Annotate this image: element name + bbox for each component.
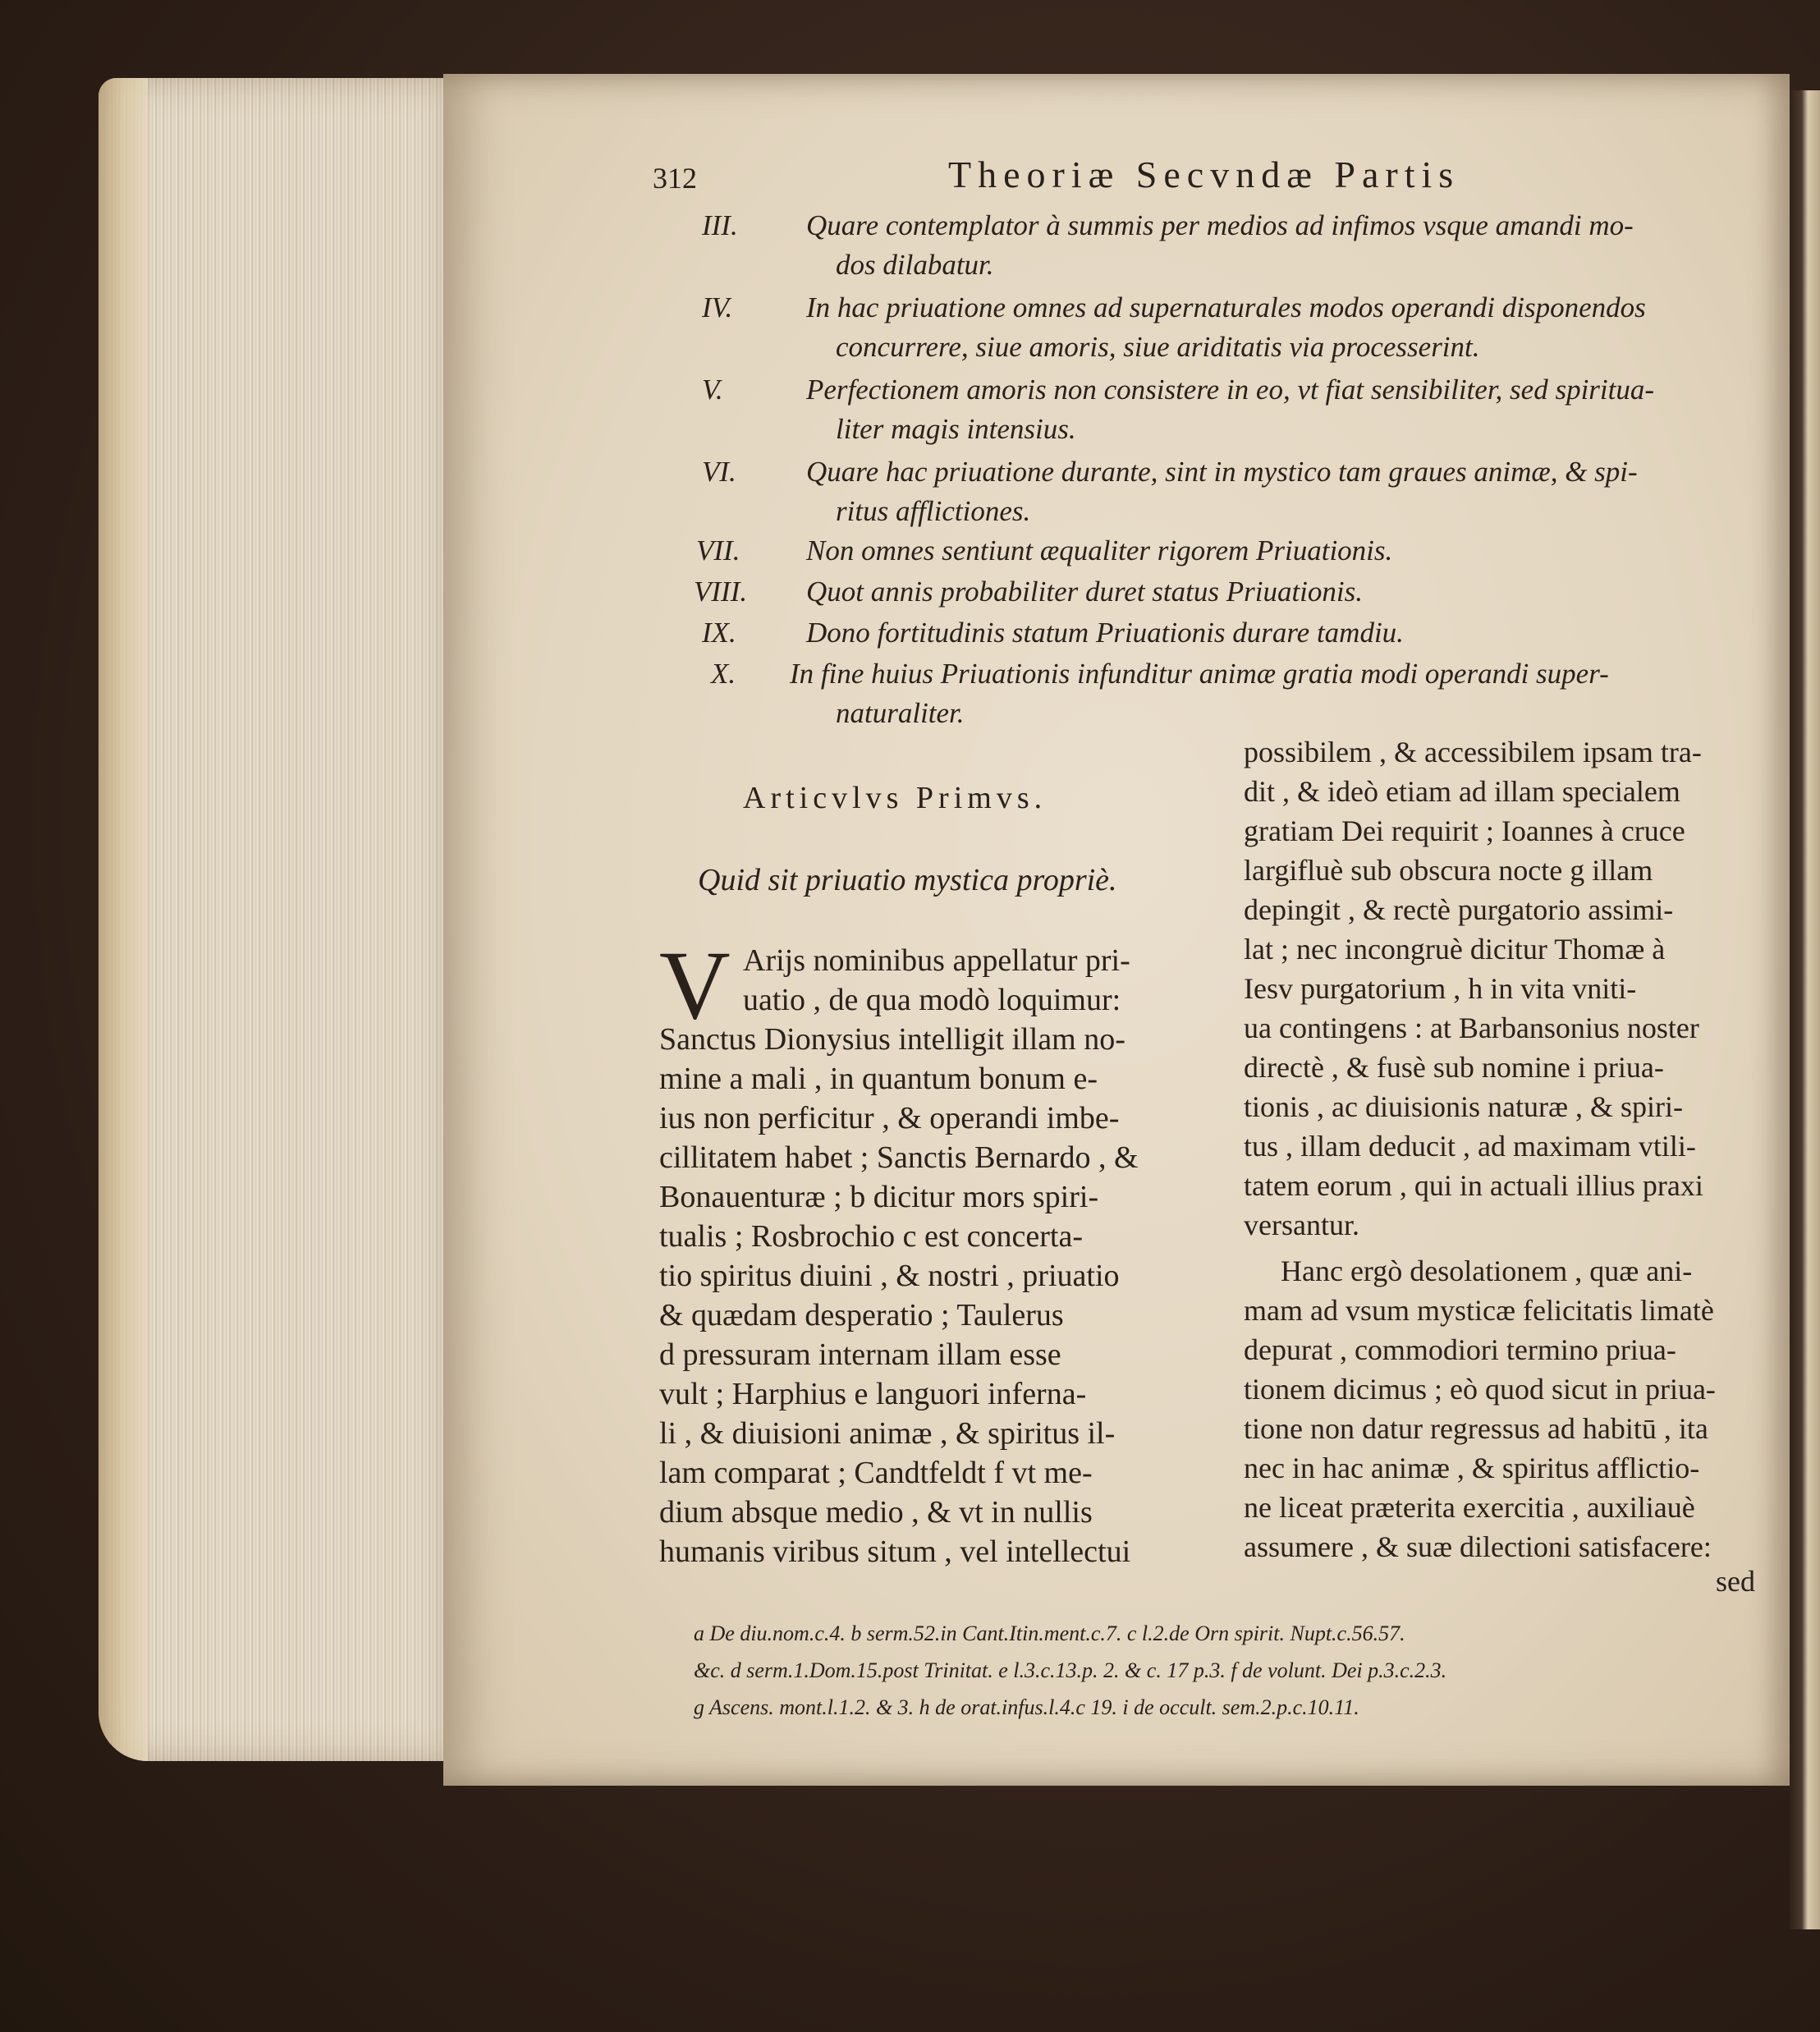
footnote-line: &c. d serm.1.Dom.15.post Trinitat. e l.3.c.13.p. 2. & c. 17 p.3. f de volunt. Dei p.3.c.2.3. bbox=[694, 1658, 1447, 1682]
text-line: Sanctus Dionysius intelligit illam no- bbox=[659, 1022, 1125, 1057]
text-line: directè , & fusè sub nomine i priua- bbox=[1244, 1051, 1664, 1084]
summary-number: III. bbox=[702, 209, 738, 241]
text-line: ius non perficitur , & operandi imbe- bbox=[659, 1101, 1120, 1135]
text-line: tione non datur regressus ad habitū , ita bbox=[1244, 1412, 1708, 1445]
summary-line: dos dilabatur. bbox=[836, 249, 994, 281]
text-line: tus , illam deducit , ad maximam vtili- bbox=[1244, 1130, 1696, 1163]
text-line: tionem dicimus ; eò quod sicut in priua- bbox=[1244, 1373, 1716, 1406]
text-line: cillitatem habet ; Sanctis Bernardo , & bbox=[659, 1140, 1139, 1175]
text-line: lam comparat ; Candtfeldt f vt me- bbox=[659, 1456, 1093, 1490]
article-subheading: Quid sit priuatio mystica propriè. bbox=[698, 863, 1117, 897]
text-line: possibilem , & accessibilem ipsam tra- bbox=[1244, 736, 1702, 768]
folio-number: 312 bbox=[653, 162, 697, 195]
summary-line: ritus afflictiones. bbox=[836, 495, 1031, 527]
text-line: vult ; Harphius e languori inferna- bbox=[659, 1377, 1087, 1411]
summary-line: In fine huius Priuationis infunditur animæ gratia modi operandi super- bbox=[790, 658, 1609, 690]
text-line: d pressuram internam illam esse bbox=[659, 1337, 1061, 1372]
summary-line: Non omnes sentiunt æqualiter rigorem Priuationis. bbox=[806, 534, 1393, 566]
text-line: Bonauenturæ ; b dicitur mors spiri- bbox=[659, 1180, 1099, 1214]
book-page-edges bbox=[99, 78, 452, 1761]
text-line: dium absque medio , & vt in nullis bbox=[659, 1495, 1093, 1530]
summary-number: IX. bbox=[702, 617, 736, 649]
text-line: & quædam desperatio ; Taulerus bbox=[659, 1298, 1064, 1332]
summary-number: IV. bbox=[702, 291, 733, 323]
summary-line: Perfectionem amoris non consistere in eo, vt fiat sensibiliter, sed spiritua- bbox=[806, 374, 1655, 406]
summary-line: Dono fortitudinis statum Priuationis durare tamdiu. bbox=[806, 617, 1404, 649]
text-line: ua contingens : at Barbansonius noster bbox=[1244, 1011, 1699, 1044]
summary-number: VII. bbox=[696, 534, 740, 566]
drop-cap: V bbox=[659, 930, 731, 1039]
text-line: depurat , commodiori termino priua- bbox=[1244, 1333, 1676, 1366]
summary-line: Quare hac priuatione durante, sint in mystico tam graues animæ, & spi- bbox=[806, 456, 1638, 488]
summary-line: Quare contemplator à summis per medios ad infimos vsque amandi mo- bbox=[806, 209, 1634, 241]
summary-line: naturaliter. bbox=[836, 697, 965, 729]
text-line: tio spiritus diuini , & nostri , priuatio bbox=[659, 1259, 1120, 1293]
text-line: gratiam Dei requirit ; Ioannes à cruce bbox=[1244, 814, 1685, 847]
text-line: mam ad vsum mysticæ felicitatis limatè bbox=[1244, 1294, 1714, 1327]
summary-number: VIII. bbox=[694, 576, 748, 608]
text-line: tionis , ac diuisionis naturæ , & spiri- bbox=[1244, 1090, 1683, 1123]
summary-number: VI. bbox=[702, 456, 736, 488]
summary-line: liter magis intensius. bbox=[836, 413, 1076, 445]
text-line: tatem eorum , qui in actuali illius praxi bbox=[1244, 1169, 1703, 1202]
book-fore-edge bbox=[99, 78, 148, 1761]
summary-line: In hac priuatione omnes ad supernaturales modos operandi disponendos bbox=[806, 291, 1646, 323]
text-line: versantur. bbox=[1244, 1209, 1359, 1241]
text-line: uatio , de qua modò loquimur: bbox=[743, 983, 1121, 1017]
running-head-title: Theoriæ Secvndæ Partis bbox=[948, 154, 1460, 195]
text-line: depingit , & rectè purgatorio assimi- bbox=[1244, 893, 1674, 926]
text-line: ne liceat præterita exercitia , auxiliauè bbox=[1244, 1491, 1695, 1524]
footnote-line: a De diu.nom.c.4. b serm.52.in Cant.Itin.ment.c.7. c l.2.de Orn spirit. Nupt.c.56.57. bbox=[694, 1621, 1405, 1645]
text-line: largifluè sub obscura nocte g illam bbox=[1244, 854, 1653, 887]
text-line: Hanc ergò desolationem , quæ ani- bbox=[1281, 1255, 1693, 1287]
text-line: Arijs nominibus appellatur pri- bbox=[743, 943, 1130, 978]
text-line: humanis viribus situm , vel intellectui bbox=[659, 1534, 1131, 1569]
text-line: Iesv purgatorium , h in vita vniti- bbox=[1244, 972, 1637, 1005]
summary-number: V. bbox=[702, 374, 723, 406]
text-line: nec in hac animæ , & spiritus afflictio- bbox=[1244, 1452, 1700, 1484]
text-line: li , & diuisioni animæ , & spiritus il- bbox=[659, 1416, 1116, 1451]
facing-page-edge bbox=[1790, 90, 1820, 1929]
text-line: dit , & ideò etiam ad illam specialem bbox=[1244, 775, 1680, 808]
article-heading: Articvlvs Primvs. bbox=[743, 781, 1048, 815]
text-line: assumere , & suæ dilectioni satisfacere: bbox=[1244, 1530, 1712, 1563]
summary-line: Quot annis probabiliter duret status Priuationis. bbox=[806, 576, 1364, 608]
catchword: sed bbox=[1716, 1565, 1755, 1598]
text-line: mine a mali , in quantum bonum e- bbox=[659, 1062, 1098, 1096]
text-line: tualis ; Rosbrochio c est concerta- bbox=[659, 1219, 1084, 1254]
footnote-line: g Ascens. mont.l.1.2. & 3. h de orat.infus.l.4.c 19. i de occult. sem.2.p.c.10.11. bbox=[694, 1695, 1359, 1719]
summary-line: concurrere, siue amoris, siue ariditatis via processerint. bbox=[836, 331, 1480, 363]
summary-number: X. bbox=[711, 658, 736, 690]
text-line: lat ; nec incongruè dicitur Thomæ à bbox=[1244, 933, 1666, 966]
